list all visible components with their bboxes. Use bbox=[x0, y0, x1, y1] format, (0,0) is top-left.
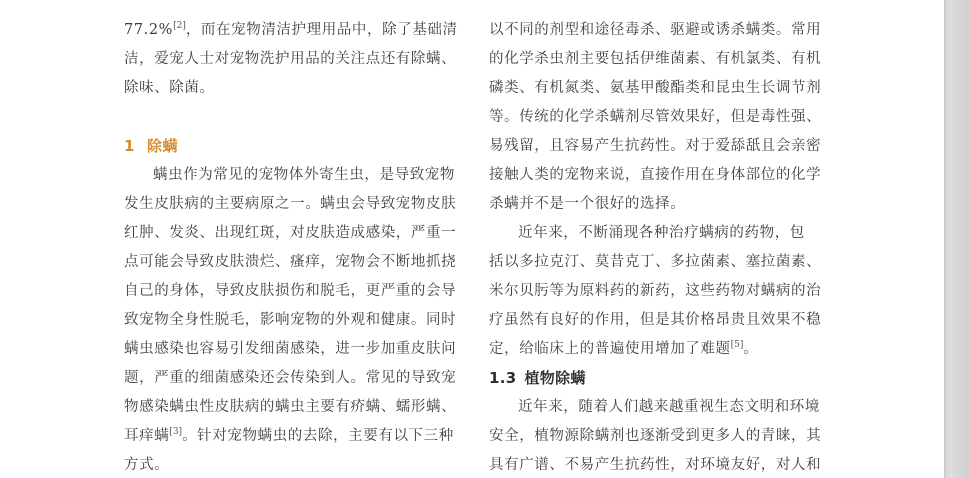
paragraph-line: 具有广谱、不易产生抗药性，对环境友好，对人和 bbox=[489, 457, 822, 473]
paragraph-line: 以不同的剂型和途径毒杀、驱避或诱杀螨类。常用 bbox=[489, 22, 822, 38]
citation-ref: [2] bbox=[173, 21, 186, 32]
paragraph-line: 安全，植物源除螨剂也逐渐受到更多人的青睐，其 bbox=[489, 428, 822, 444]
paragraph-line: 接触人类的宠物来说，直接作用在身体部位的化学 bbox=[489, 167, 822, 183]
paragraph-line: 题，严重的细菌感染还会传染到人。常见的导致宠 bbox=[124, 370, 457, 386]
section-number: 1 bbox=[124, 137, 135, 155]
paragraph-line: 物感染螨虫性皮肤病的螨虫主要有疥螨、蠕形螨、 bbox=[124, 399, 457, 415]
section-title: 除螨 bbox=[146, 137, 178, 155]
right-column bbox=[489, 16, 824, 478]
paragraph-line: 近年来，不断涌现各种治疗螨病的药物，包 bbox=[518, 225, 805, 241]
subsection-number: 1.3 bbox=[489, 369, 517, 387]
citation-ref: [3] bbox=[169, 427, 183, 438]
paragraph-line: 方式。 bbox=[124, 457, 170, 473]
paragraph-line: 括以多拉克汀、莫昔克丁、多拉菌素、塞拉菌素、 bbox=[489, 254, 822, 270]
paragraph-line: 耳痒螨[3]。针对宠物螨虫的去除，主要有以下三种 bbox=[124, 427, 454, 444]
paragraph-line: 致宠物全身性脱毛，影响宠物的外观和健康。同时 bbox=[124, 312, 457, 328]
page-edge-shadow bbox=[944, 0, 969, 478]
paragraph-line: 自己的身体，导致皮肤损伤和脱毛，更严重的会导 bbox=[124, 283, 457, 299]
paragraph-line: 定，给临床上的普遍使用增加了难题[5]。 bbox=[489, 340, 759, 357]
paragraph-line: 螨虫感染也容易引发细菌感染，进一步加重皮肤问 bbox=[124, 341, 457, 357]
left-column bbox=[124, 16, 459, 478]
paragraph-line: 等。传统的化学杀螨剂尽管效果好，但是毒性强、 bbox=[489, 109, 822, 125]
paragraph-line: 杀螨并不是一个很好的选择。 bbox=[489, 196, 686, 212]
paragraph-line: 米尔贝肟等为原料药的新药，这些药物对螨病的治 bbox=[489, 283, 822, 299]
paragraph-line: 螨虫作为常见的宠物体外寄生虫，是导致宠物 bbox=[153, 167, 455, 183]
paragraph-line: 发生皮肤病的主要病原之一。螨虫会导致宠物皮肤 bbox=[124, 196, 457, 212]
paragraph-line: 磷类、有机氮类、氨基甲酸酯类和昆虫生长调节剂 bbox=[489, 80, 822, 96]
paragraph-line: 洁，爱宠人士对宠物洗护用品的关注点还有除螨、 bbox=[124, 51, 457, 67]
section-heading bbox=[124, 132, 459, 161]
paragraph-line: 点可能会导致皮肤溃烂、瘙痒，宠物会不断地抓挠 bbox=[124, 254, 457, 270]
paragraph-line: 红肿、发炎、出现红斑，对皮肤造成感染，严重一 bbox=[124, 225, 457, 241]
paragraph-line: 近年来，随着人们越来越重视生态文明和环境 bbox=[518, 399, 820, 415]
paragraph-line: 除味、除菌。 bbox=[124, 80, 215, 96]
paragraph-line: 的化学杀虫剂主要包括伊维菌素、有机氯类、有机 bbox=[489, 51, 822, 67]
subsection-heading bbox=[489, 364, 824, 393]
citation-ref: [5] bbox=[730, 340, 744, 351]
paragraph-line: 易残留，且容易产生抗药性。对于爱舔舐且会亲密 bbox=[489, 138, 822, 154]
spacer bbox=[124, 103, 459, 132]
subsection-title: 植物除螨 bbox=[524, 369, 586, 387]
paragraph-line: 疗虽然有良好的作用，但是其价格昂贵且效果不稳 bbox=[489, 312, 822, 328]
paragraph-line: 77.2%[2]，而在宠物清洁护理用品中，除了基础清 bbox=[124, 21, 458, 38]
